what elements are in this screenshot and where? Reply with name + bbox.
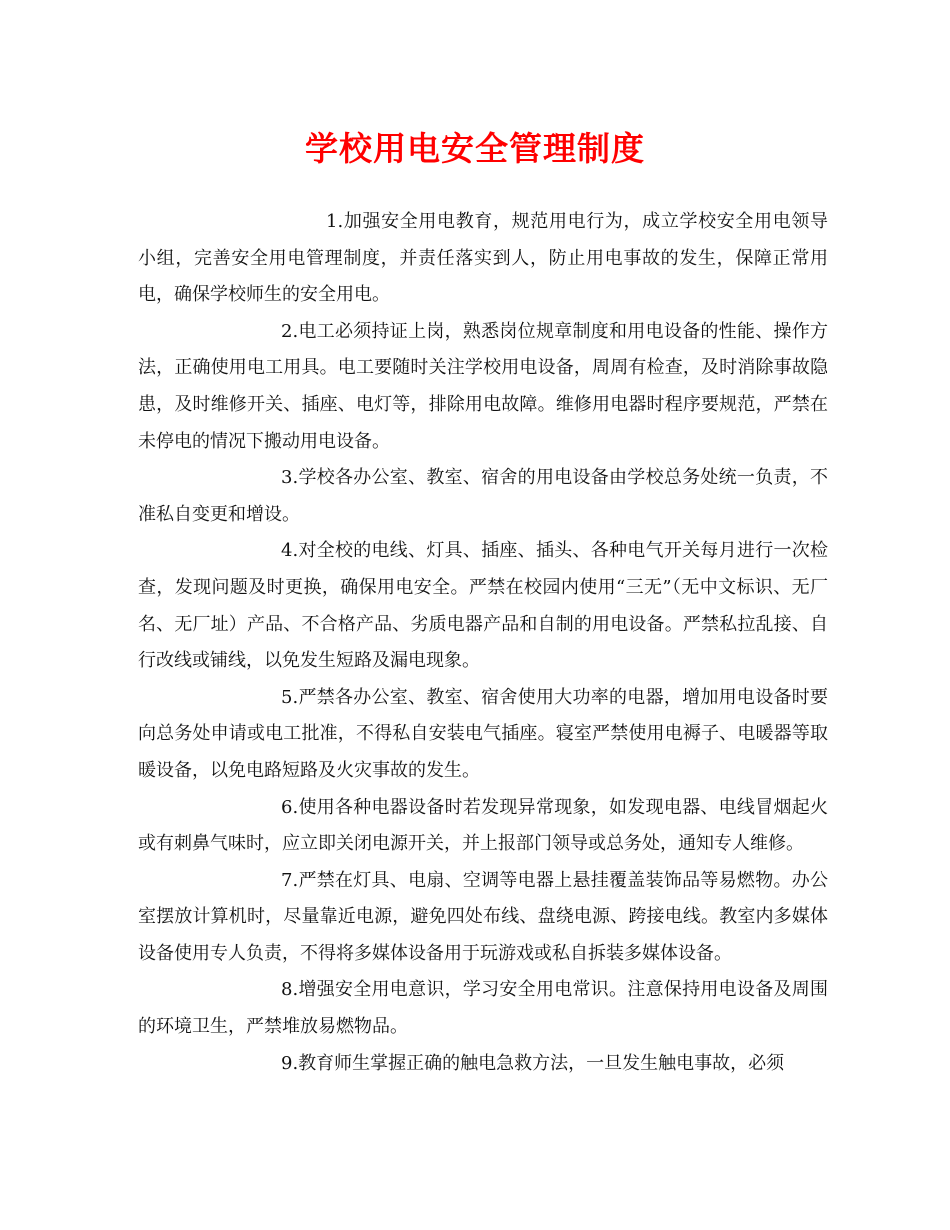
- document-body: [138, 204, 828, 1082]
- paragraph-4: 4.对全校的电线、灯具、插座、插头、各种电气开关每月进行一次检查，发现问题及时更换，确保用电安全。严禁在校园内使用“三无”（无中文标识、无厂名、无厂址）产品、不合格产品、劣质电器产品和自制的用电设备。严禁私拉乱接、自行改线或铺线，以免发生短路及漏电现象。: [138, 540, 828, 672]
- paragraph-8: 8.增强安全用电意识，学习安全用电常识。注意保持用电设备及周围的环境卫生，严禁堆放易燃物品。: [138, 979, 828, 1038]
- document-title: 学校用电安全管理制度: [305, 129, 645, 168]
- paragraph-5: 5.严禁各办公室、教室、宿舍使用大功率的电器，增加用电设备时要向总务处申请或电工批准，不得私自安装电气插座。寝室严禁使用电褥子、电暖器等取暖设备，以免电路短路及火灾事故的发生。: [138, 686, 828, 781]
- paragraph-7: 7.严禁在灯具、电扇、空调等电器上悬挂覆盖装饰品等易燃物。办公室摆放计算机时，尽量靠近电源，避免四处布线、盘绕电源、跨接电线。教室内多媒体设备使用专人负责，不得将多媒体设备用于玩游戏或私自拆装多媒体设备。: [138, 869, 828, 964]
- paragraph-9: 9.教育师生掌握正确的触电急救方法，一旦发生触电事故，必须: [281, 1052, 785, 1074]
- paragraph-2: 2.电工必须持证上岗，熟悉岗位规章制度和用电设备的性能、操作方法，正确使用电工用具。电工要随时关注学校用电设备，周周有检查，及时消除事故隐患，及时维修开关、插座、电灯等，排除用电故障。维修用电器时程序要规范，严禁在未停电的情况下搬动用电设备。: [138, 320, 828, 452]
- paragraph-3: 3.学校各办公室、教室、宿舍的用电设备由学校总务处统一负责，不准私自变更和增设。: [138, 467, 828, 525]
- paragraph-6: 6.使用各种电器设备时若发现异常现象，如发现电器、电线冒烟起火或有刺鼻气味时，应立即关闭电源开关，并上报部门领导或总务处，通知专人维修。: [138, 796, 828, 855]
- paragraph-1: 1.加强安全用电教育，规范用电行为，成立学校安全用电领导小组，完善安全用电管理制度，并责任落实到人，防止用电事故的发生，保障正常用电，确保学校师生的安全用电。: [138, 211, 828, 306]
